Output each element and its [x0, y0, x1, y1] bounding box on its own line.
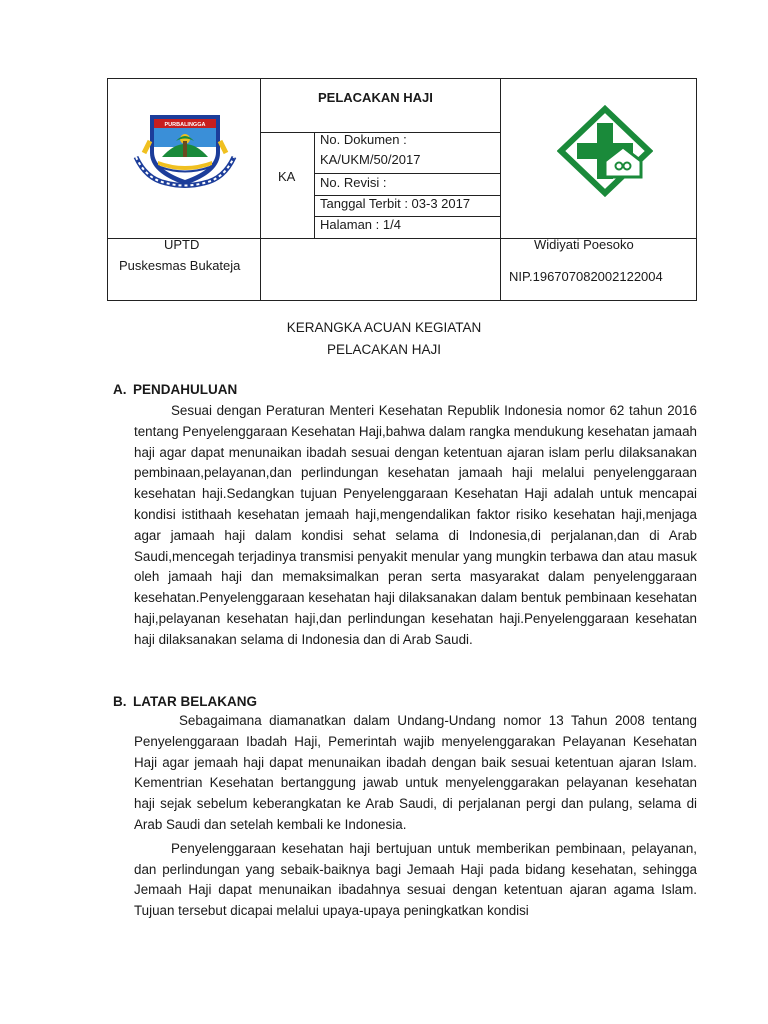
table-divider	[314, 132, 315, 238]
section-b-heading	[113, 694, 257, 709]
purbalingga-emblem-logo	[126, 109, 244, 191]
document-header-table	[107, 78, 697, 301]
table-divider	[260, 79, 261, 301]
paragraph: Penyelenggaraan kesehatan haji bertujuan untuk memberikan pembinaan, pelayanan, dan perlindungan yang sebaik-baiknya bagi Jemaah Haji pada bidang kesehatan, sehingga Jemaah Haji dapat menunaikan ibadahnya sesuai dengan ketentuan ajaran agama Islam. Tujuan tersebut dicapai melalui upaya-upaya peningkatkan kondisi	[134, 840, 697, 919]
no-dokumen-value: KA/UKM/50/2017	[320, 152, 421, 167]
header-title: PELACAKAN HAJI	[318, 90, 433, 105]
signer-nip: NIP.196707082002122004	[509, 269, 663, 284]
section-a-heading	[113, 382, 237, 397]
tanggal-terbit: Tanggal Terbit : 03-3 2017	[320, 196, 471, 211]
svg-text:PURBALINGGA: PURBALINGGA	[164, 122, 206, 128]
doc-title-line1: KERANGKA ACUAN KEGIATAN	[286, 320, 482, 335]
puskesmas-cross-logo	[557, 105, 653, 197]
section-title: PENDAHULUAN	[133, 382, 238, 397]
section-number: B.	[113, 694, 127, 709]
table-divider	[314, 173, 501, 174]
halaman: Halaman : 1/4	[320, 217, 401, 232]
unit-line2: Puskesmas Bukateja	[119, 258, 241, 273]
section-a-body	[134, 401, 697, 651]
paragraph: Sebagaimana diamanatkan dalam Undang-Undang nomor 13 Tahun 2008 tentang Penyelenggaraan Ibadah Haji, Pemerintah wajib menyelenggarakan Pelayanan Kesehatan Haji agar jemaah haji dapat menunaikan ibadah dengan baik sesuai ketentuan ajaran Islam. Kementrian Kesehatan bertanggung jawab untuk menyelenggarakan pelayanan kesehatan haji sejak sebelum keberangkatan ke Arab Saudi, di perjalanan pergi dan pulang, selama di Arab Saudi dan setelah kembali ke Indonesia.	[134, 713, 697, 832]
section-b-body	[134, 711, 697, 922]
section-title: LATAR BELAKANG	[133, 694, 257, 709]
paragraph: Sesuai dengan Peraturan Menteri Kesehatan Republik Indonesia nomor 62 tahun 2016 tentang Penyelenggaraan Kesehatan Haji,bahwa dalam rangka mendukung kesehatan jamaah haji agar dapat menunaikan ibadah sesuai dengan ketentuan ajaran islam perlu dilaksanakan pembinaan,pelayanan,dan perlindungan kesehatan jamaah haji melalui penyelenggaraan kesehatan haji.Sedangkan tujuan Penyelenggaraan Kesehatan Haji adalah untuk mencapai kondisi istithaah kesehatan jemaah haji,mengendalikan faktor risiko kesehatan haji,menjaga agar jamaah haji dalam kondisi sehat selama di Indonesia,di perjalanan,dan di Arab Saudi,mencegah terjadinya transmisi penyakit menular yang mungkin terbawa dan atau masuk oleh jamaah haji dan memaksimalkan peran serta masyarakat dalam penyelenggaraan kesehatan.Penyelenggaraan kesehatan haji dilaksanakan dalam bentuk pembinaan kesehatan haji,pelayanan kesehatan haji,dan perlindungan kesehatan haji.Penyelenggaraan kesehatan haji dilaksanakan selama di Indonesia dan di Arab Saudi.	[134, 403, 697, 647]
ka-label: KA	[278, 169, 296, 184]
no-dokumen-label: No. Dokumen :	[320, 132, 407, 147]
doc-title-line2: PELACAKAN HAJI	[326, 342, 442, 357]
table-divider	[500, 79, 501, 301]
signer-name: Widiyati Poesoko	[534, 237, 634, 252]
unit-line1: UPTD	[164, 237, 200, 252]
no-revisi: No. Revisi :	[320, 175, 387, 190]
section-number: A.	[113, 382, 127, 397]
